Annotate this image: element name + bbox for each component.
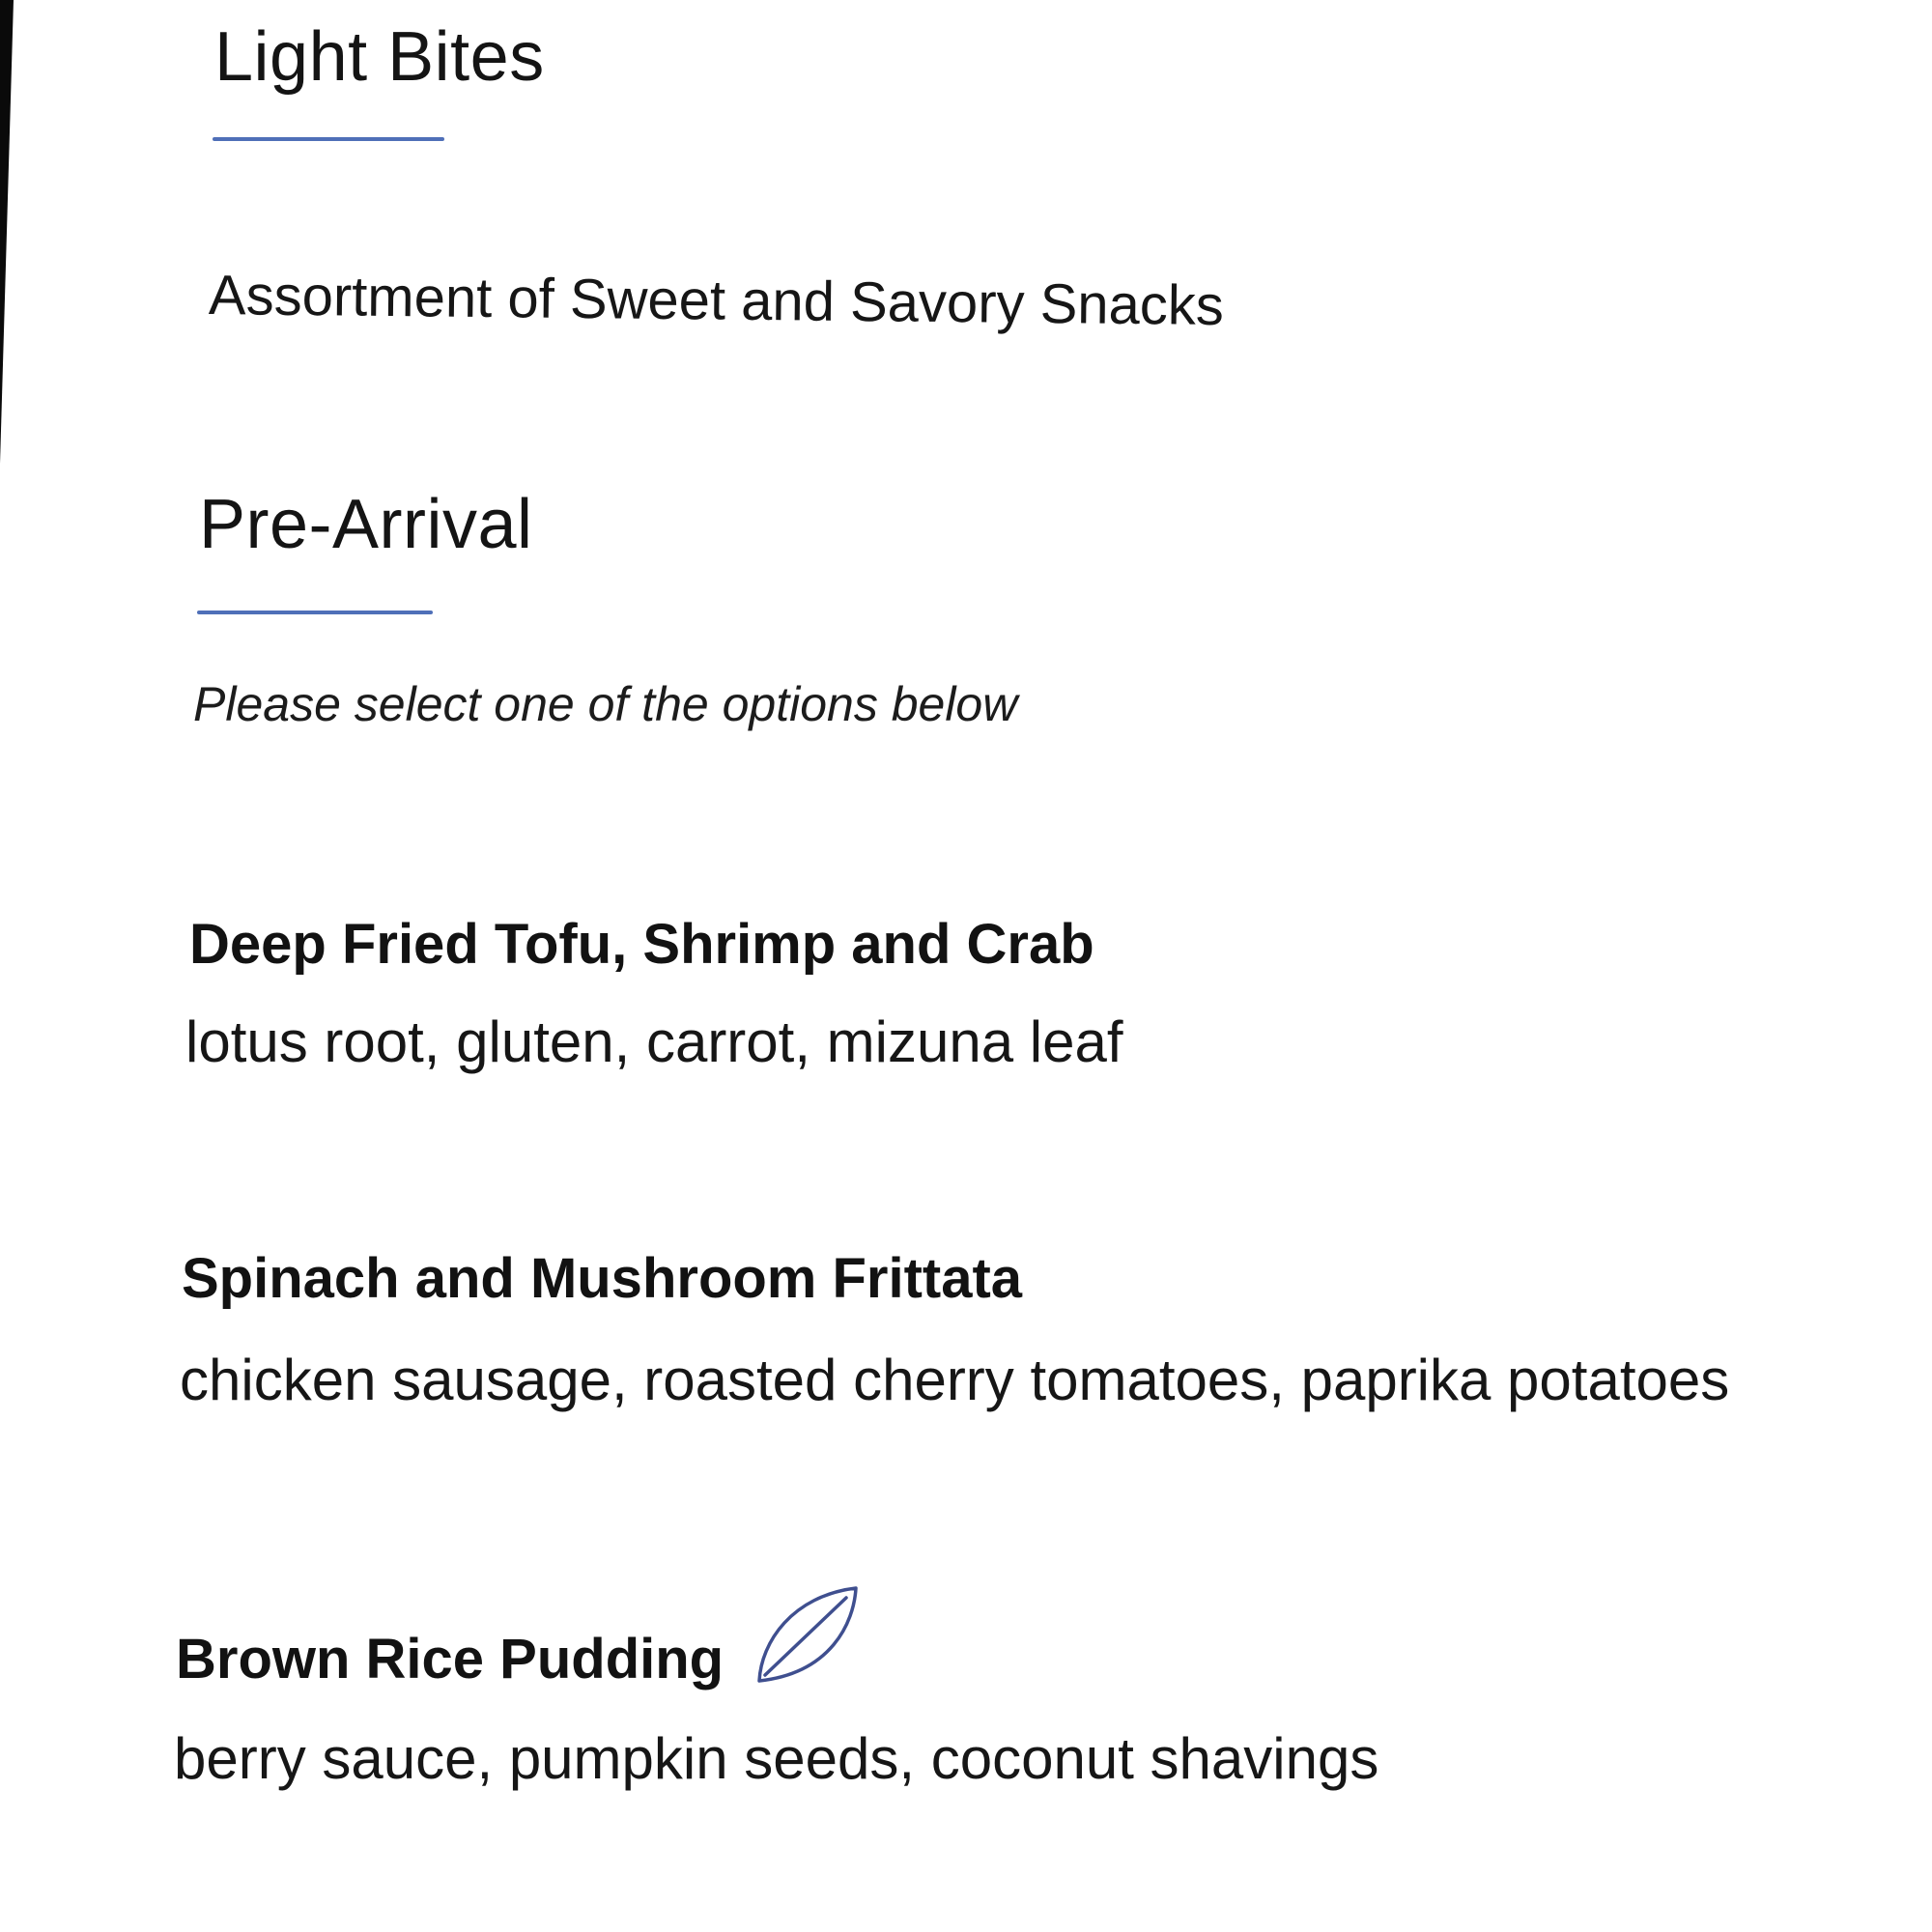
pre-arrival-heading: Pre-Arrival: [199, 486, 533, 563]
dish-description: lotus root, gluten, carrot, mizuna leaf: [185, 1009, 1123, 1074]
dish-description: berry sauce, pumpkin seeds, coconut shavings: [174, 1726, 1379, 1791]
page-edge-shadow: [0, 0, 14, 464]
pre-arrival-underline: [197, 611, 433, 614]
dish-name: Deep Fried Tofu, Shrimp and Crab: [189, 913, 1094, 976]
light-bites-underline: [213, 137, 444, 141]
dish-description: chicken sausage, roasted cherry tomatoes, paprika potatoes: [180, 1348, 1730, 1412]
dish-name: Spinach and Mushroom Frittata: [182, 1247, 1023, 1310]
selection-instruction: Please select one of the options below: [193, 677, 1018, 731]
dish-name: Brown Rice Pudding: [176, 1628, 724, 1690]
light-bites-heading: Light Bites: [214, 18, 545, 96]
leaf-icon: [753, 1584, 862, 1690]
light-bites-item: Assortment of Sweet and Savory Snacks: [208, 264, 1225, 338]
